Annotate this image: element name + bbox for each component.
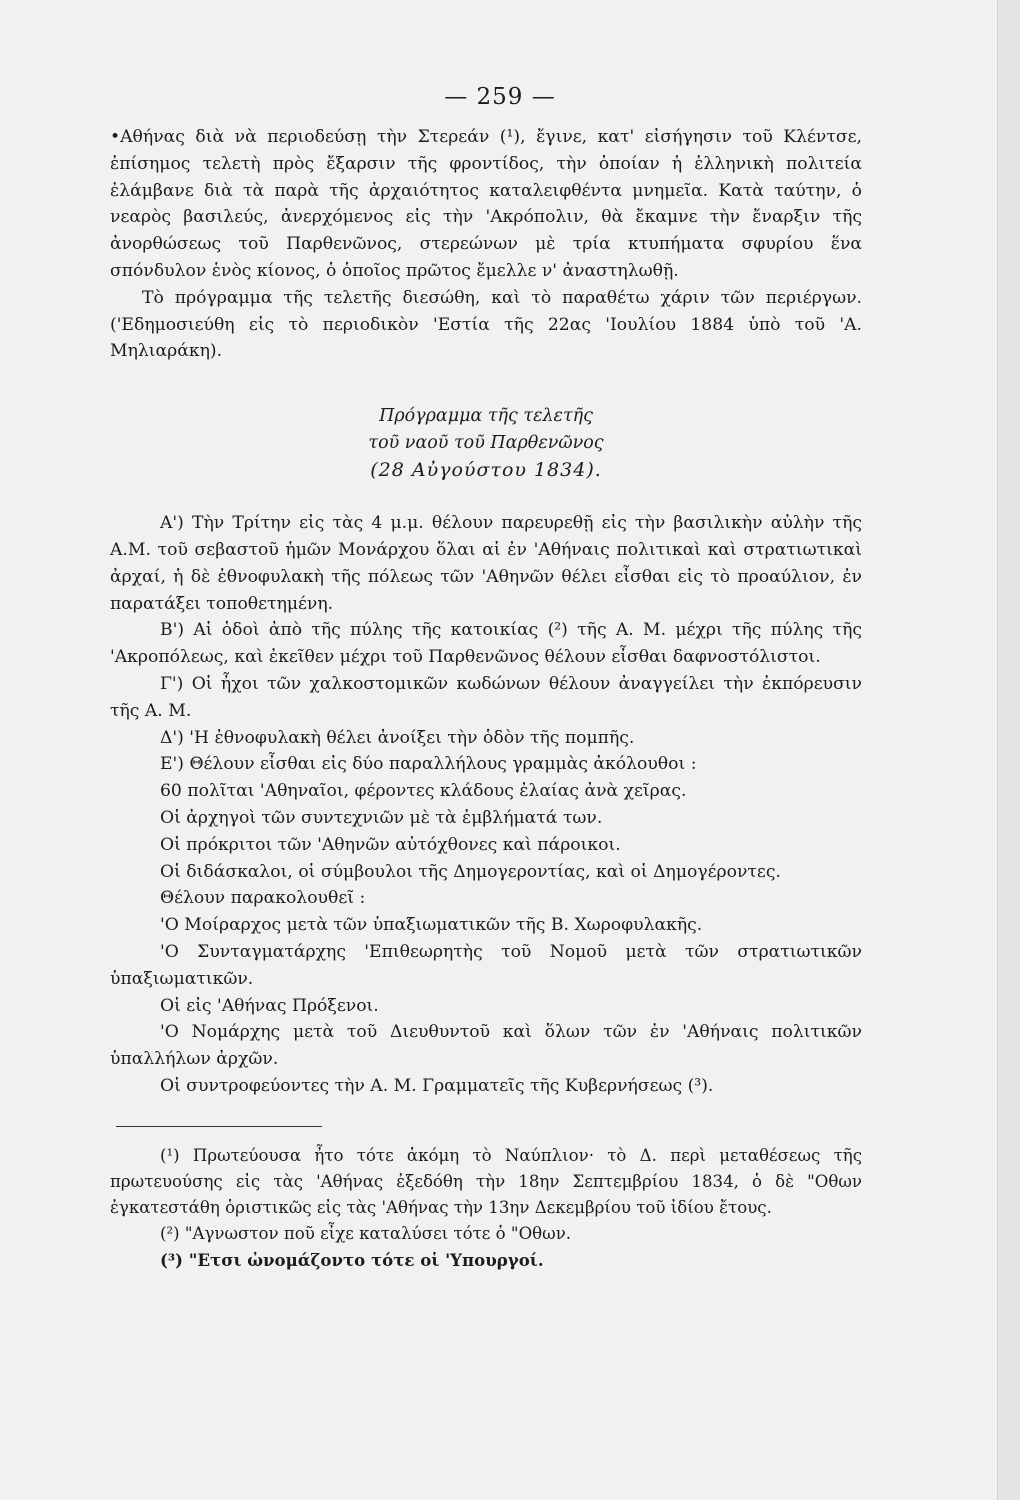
procession-line-guild-leaders: Οἱ ἀρχηγοὶ τῶν συντεχνιῶν μὲ τὰ ἐμβλήματά των. — [160, 807, 603, 828]
programme-item-e: Ε') Θέλουν εἶσθαι εἰς δύο παραλλήλους γραμμὰς ἀκόλουθοι : — [160, 754, 697, 775]
programme-item-a: Α') Τὴν Τρίτην εἰς τὰς 4 μ.μ. θέλουν παρευρεθῇ εἰς τὴν βασιλικὴν αὐλὴν τῆς Α.Μ. τοῦ σεβαστοῦ ἡμῶν Μονάρχου ὅλαι αἱ ἐν 'Αθήναις πολιτικαὶ καὶ στρατιωτικαὶ ἀρχαί, ἡ δὲ ἐθνοφυλακὴ τῆς πόλεως τῶν 'Αθηνῶν θέλει εἶσθαι εἰς τὸ προαύλιον, ἐν παρατάξει τοποθετημένη. — [110, 513, 862, 614]
footnote-3: (³) "Ετσι ὠνομάζοντο τότε οἱ 'Υπουργοί. — [160, 1249, 544, 1270]
procession-line-consuls: Οἱ εἰς 'Αθήνας Πρόξενοι. — [160, 995, 379, 1016]
intro-paragraph-1: •Αθήνας διὰ νὰ περιοδεύσῃ τὴν Στερεάν (¹), ἔγινε, κατ' εἰσήγησιν τοῦ Κλέντσε, ἐπίσημος τελετὴ πρὸς ἔξαρσιν τῆς φροντίδος, τὴν ὁποίαν ἡ ἑλληνικὴ πολιτεία ἐλάμβανε διὰ τὰ παρὰ τῆς ἀρχαιότητος καταλειφθέντα μνημεῖα. Κατὰ ταύτην, ὁ νεαρὸς βασιλεύς, ἀνερχόμενος εἰς τὴν 'Ακρόπολιν, θὰ ἔκαμνε τὴν ἔναρξιν τῆς ἀνορθώσεως τοῦ Παρθενῶνος, στερεώνων μὲ τρία κτυπήματα σφυρίου ἕνα σπόνδυλον ἑνὸς κίονος, ὁ ὁποῖος πρῶτος ἔμελλε ν' ἀναστηλωθῇ. — [110, 127, 862, 281]
procession-line-following: Θέλουν παρακολουθεῖ : — [160, 888, 366, 909]
procession-line-colonel: 'Ο Συνταγματάρχης 'Επιθεωρητὴς τοῦ Νομοῦ μετὰ τῶν στρατιωτικῶν ὑπαξιωματικῶν. — [110, 941, 862, 989]
procession-line-notables: Οἱ πρόκριτοι τῶν 'Αθηνῶν αὐτόχθονες καὶ πάροικοι. — [160, 834, 621, 855]
programme-list — [110, 510, 862, 1100]
programme-item-b: Β') Αἱ ὁδοὶ ἀπὸ τῆς πύλης τῆς κατοικίας (²) τῆς Α. Μ. μέχρι τῆς πύλης τῆς 'Ακροπόλεως, καὶ ἐκεῖθεν μέχρι τοῦ Παρθενῶνος θέλουν εἶσθαι δαφνοστόλιστοι. — [110, 620, 862, 668]
footnote-2: (²) "Αγνωστον ποῦ εἶχε καταλύσει τότε ὁ "Οθων. — [160, 1223, 572, 1243]
footnotes — [110, 1143, 862, 1273]
programme-title-date: (28 Αὐγούστου 1834). — [370, 459, 602, 482]
programme-title-line-1: Πρόγραμμα τῆς τελετῆς — [379, 406, 593, 427]
footnote-1: (¹) Πρωτεύουσα ἦτο τότε ἀκόμη τὸ Ναύπλιον· τὸ Δ. περὶ μεταθέσεως τῆς πρωτευούσης εἰς τὰς 'Αθήνας ἐξεδόθη τὴν 18ην Σεπτεμβρίου 1834, ὁ δὲ "Οθων ἐγκατεστάθη ὁριστικῶς εἰς τὰς 'Αθήνας τὴν 13ην Δεκεμβρίου τοῦ ἰδίου ἔτους. — [110, 1145, 862, 1217]
footnote-divider — [116, 1126, 322, 1127]
programme-title-line-2: τοῦ ναοῦ τοῦ Παρθενῶνος — [368, 433, 604, 454]
procession-line-moirarchos: 'Ο Μοίραρχος μετὰ τῶν ὑπαξιωματικῶν τῆς Β. Χωροφυλακῆς. — [160, 915, 703, 936]
intro-paragraph-2: Τὸ πρόγραμμα τῆς τελετῆς διεσώθη, καὶ τὸ παραθέτω χάριν τῶν περιέργων. ('Εδημοσιεύθη εἰς τὸ περιοδικὸν 'Εστία τῆς 22ας 'Ιουλίου 1884 ὑπὸ τοῦ 'Α. Μηλιαράκη). — [110, 287, 862, 362]
page-body — [110, 124, 862, 1273]
page-edge — [997, 0, 1020, 1500]
page-number: — 259 — — [444, 84, 556, 110]
procession-line-citizens: 60 πολῖται 'Αθηναῖοι, φέροντες κλάδους ἐλαίας ἀνὰ χεῖρας. — [160, 781, 687, 802]
procession-line-teachers: Οἱ διδάσκαλοι, οἱ σύμβουλοι τῆς Δημογεροντίας, καὶ οἱ Δημογέροντες. — [160, 861, 781, 882]
procession-line-prefect: 'Ο Νομάρχης μετὰ τοῦ Διευθυντοῦ καὶ ὅλων τῶν ἐν 'Αθήναις πολιτικῶν ὑπαλλήλων ἀρχῶν. — [110, 1022, 862, 1070]
programme-title — [110, 403, 862, 484]
programme-item-c: Γ') Οἱ ἦχοι τῶν χαλκοστομικῶν κωδώνων θέλουν ἀναγγείλει τὴν ἐκπόρευσιν τῆς Α. Μ. — [110, 673, 862, 721]
procession-line-secretaries: Οἱ συντροφεύοντες τὴν Α. Μ. Γραμματεῖς τῆς Κυβερνήσεως (³). — [160, 1075, 714, 1096]
programme-item-d: Δ') 'Η ἐθνοφυλακὴ θέλει ἀνοίξει τὴν ὁδὸν τῆς πομπῆς. — [160, 727, 635, 748]
